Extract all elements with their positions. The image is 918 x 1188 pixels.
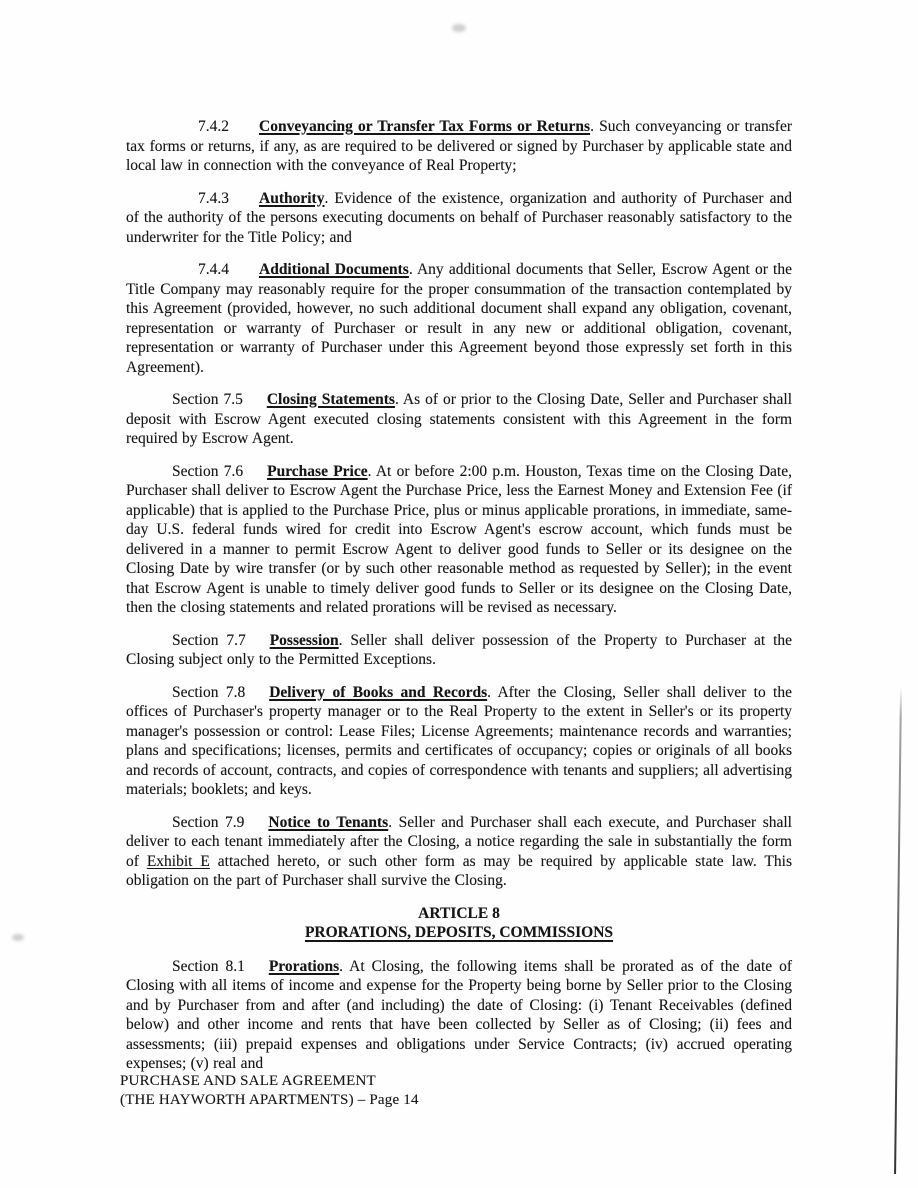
section-body: . Seller and Purchaser shall each execute, and Purchaser shall deliver to each tenant immediately after the Closing, a notice regarding the sale in substantially the form of [126,813,792,870]
section-heading: Authority [259,189,325,207]
section-heading: Additional Documents [259,261,409,278]
section-paragraph-7-8 [126,683,792,800]
section-paragraph-7-4-3 [126,189,792,248]
exhibit-e-reference: Exhibit E [146,852,210,870]
section-heading: Closing Statements [266,391,395,408]
article-title: PRORATIONS, DEPOSITS, COMMISSIONS [304,924,614,941]
section-body: . Seller shall deliver possession of the Property to Purchaser at the Closing subject only to the Permitted Exceptions. [126,631,793,668]
footer-doc-title: PURCHASE AND SALE AGREEMENT [120,1073,376,1089]
section-heading: Notice to Tenants [268,813,389,831]
section-heading: Delivery of Books and Records [269,683,488,701]
section-number: Section 7.5 [172,391,243,408]
section-heading: Conveyancing or Transfer Tax Forms or Returns [259,118,591,135]
scan-artifact-page-edge-line [894,688,901,1174]
article-8-heading [126,904,792,943]
section-number: Section 7.9 [172,813,245,831]
section-paragraph-7-6 [126,462,792,618]
section-paragraph-7-5 [126,390,792,449]
scan-artifact-smudge-left [12,934,24,941]
section-body: . Any additional documents that Seller, Escrow Agent or the Title Company may reasonably require for the proper consummation of the transaction contemplated by this Agreement (provided, however, no such additional document shall expand any obligation, covenant, representation or warranty of Purchaser or result in any new or additional obligation, covenant, representation or warranty of Purchaser under this Agreement beyond those expressly set forth in this Agreement). [126,261,792,376]
section-number: Section 7.6 [172,462,244,480]
page-body-text [126,117,792,1087]
section-body: . As of or prior to the Closing Date, Seller and Purchaser shall deposit with Escrow Agent executed closing statements consistent with this Agreement in the form required by Escrow Agent. [126,391,793,447]
footer-doc-page-label: (THE HAYWORTH APARTMENTS) – Page 14 [120,1092,419,1108]
section-heading: Purchase Price [267,462,368,480]
section-heading: Prorations [268,957,340,975]
section-paragraph-8-1 [126,957,792,1074]
section-number: 7.4.4 [198,261,229,278]
section-number: 7.4.3 [198,189,229,207]
section-number: Section 7.7 [172,631,246,649]
section-paragraph-7-9 [126,813,792,891]
section-body: . After the Closing, Seller shall deliver to the offices of Purchaser's property manager or to the Real Property to the extent in Seller's or its property manager's possession or control: Lease Files; License Agreements; maintenance records and warranties; plans and specifications; licenses, permits and certificates of occupancy; copies or originals of all books and records of account, contracts, and copies of correspondence with tenants and suppliers; all advertising materials; booklets; and keys. [126,683,792,798]
section-number: 7.4.2 [198,118,229,135]
section-body: . At or before 2:00 p.m. Houston, Texas time on the Closing Date, Purchaser shall deliver to Escrow Agent the Purchase Price, less the Earnest Money and Extension Fee (if applicable) that is applied to the Purchase Price, plus or minus applicable prorations, in immediate, same-day U.S. federal funds wired for credit into Escrow Agent's escrow account, which funds must be delivered in a manner to permit Escrow Agent to deliver good funds to Seller or its designee on the Closing Date by wire transfer (or by such other reasonable method as requested by Seller); in the event that Escrow Agent is unable to timely deliver good funds to Seller or its designee on the Closing Date, then the closing statements and related prorations will be revised as necessary. [126,462,792,616]
section-number: Section 8.1 [172,957,245,975]
section-number: Section 7.8 [172,683,246,701]
section-paragraph-7-4-4 [126,260,792,377]
section-body: . Evidence of the existence, organization and authority of Purchaser and of the authority of the persons executing documents on behalf of Purchaser reasonably satisfactory to the underwriter for the Title Policy; and [126,189,792,246]
section-body-continued: attached hereto, or such other form as may be required by applicable state law. This obligation on the part of Purchaser shall survive the Closing. [126,852,792,889]
article-number: ARTICLE 8 [418,904,500,922]
section-body: . Such conveyancing or transfer tax forms or returns, if any, as are required to be delivered or signed by Purchaser by applicable state and local law in connection with the conveyance of Real Property; [126,118,792,174]
page-footer [120,1072,419,1110]
scan-artifact-smudge-top [452,24,466,32]
section-paragraph-7-4-2 [126,117,792,176]
section-heading: Possession [269,631,339,649]
section-paragraph-7-7 [126,631,792,670]
section-body: . At Closing, the following items shall be prorated as of the date of Closing with all items of income and expense for the Property being borne by Seller prior to the Closing and by Purchaser from and after (and including) the date of Closing: (i) Tenant Receivables (defined below) and other income and rents that have been collected by Seller as of Closing; (ii) fees and assessments; (iii) prepaid expenses and obligations under Service Contracts; (iv) accrued operating expenses; (v) real and [126,957,792,1072]
